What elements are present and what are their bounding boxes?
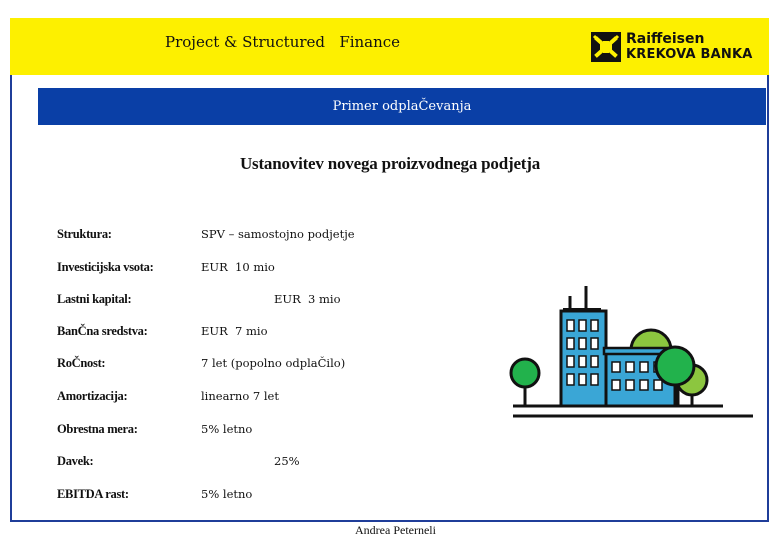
row-value-investicijska-vsota: EUR 10 mio xyxy=(201,260,275,274)
row-value-amortizacija: linearno 7 let xyxy=(201,389,279,403)
header-title: Project & Structured Finance xyxy=(165,33,401,51)
row-value-rocnost: 7 let (popolno odplaČilo) xyxy=(201,356,346,370)
bank-logo xyxy=(591,31,753,63)
city-buildings-icon xyxy=(508,284,773,429)
row-label-bancna-sredstva: BanČna sredstva: xyxy=(57,324,148,338)
raiffeisen-gable-cross-icon xyxy=(591,32,621,62)
slide-subtitle: Ustanovitev novega proizvodnega podjetja xyxy=(239,154,541,173)
section-banner xyxy=(38,88,766,125)
section-banner-text: Primer odplaČevanja xyxy=(332,99,472,114)
row-label-amortizacija: Amortizacija: xyxy=(57,389,128,403)
row-value-struktura: SPV – samostojno podjetje xyxy=(201,227,355,241)
row-label-lastni-kapital: Lastni kapital: xyxy=(57,292,132,306)
row-label-ebitda-rast: EBITDA rast: xyxy=(57,487,129,501)
logo-line-1: Raiffeisen xyxy=(626,31,705,47)
row-value-ebitda-rast: 5% letno xyxy=(201,487,253,501)
row-value-obrestna-mera: 5% letno xyxy=(201,422,253,436)
logo-text xyxy=(626,32,753,62)
footer-author: Andrea Peterneli xyxy=(355,523,436,537)
row-value-davek: 25% xyxy=(274,454,300,468)
row-label-davek: Davek: xyxy=(57,454,94,468)
row-value-bancna-sredstva: EUR 7 mio xyxy=(201,324,268,338)
row-label-investicijska-vsota: Investicijska vsota: xyxy=(57,260,154,274)
row-label-rocnost: RoČnost: xyxy=(57,356,106,370)
row-label-struktura: Struktura: xyxy=(57,227,112,241)
row-label-obrestna-mera: Obrestna mera: xyxy=(57,422,138,436)
row-value-lastni-kapital: EUR 3 mio xyxy=(274,292,341,306)
logo-line-2: KREKOVA BANKA xyxy=(626,47,753,62)
